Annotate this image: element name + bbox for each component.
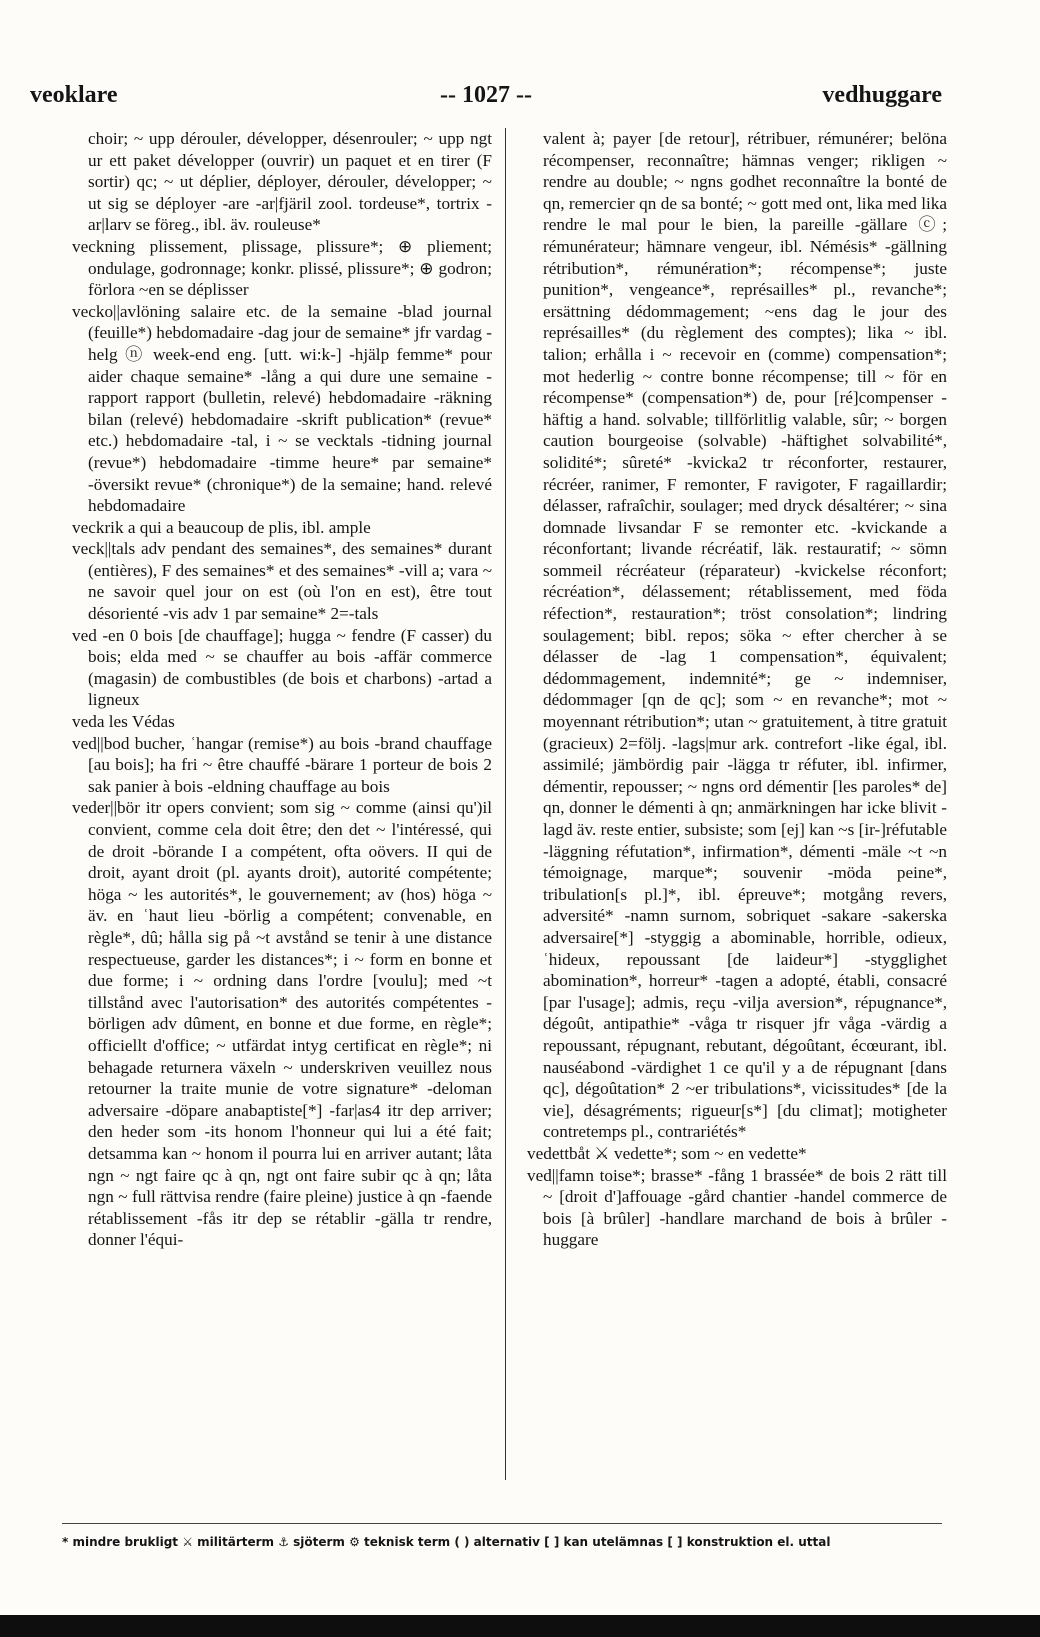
dictionary-entry: veda les Védas [72,712,175,732]
running-head-right: vedhuggare [822,82,942,108]
scan-edge [0,1615,1040,1637]
dictionary-entry: veder||bör itr opers convient; som sig ~ comme (ainsi qu')il convient, comme cela doit être; den det ~ l'intéressé, qui de droit -börande I a compétent, ofta oövers. II qui de droit, ayant droit (pl. ayants droit), autorité compétente; höga ~ les autorités*, le gouvernement; av (hos) höga ~ äv. en ʿhaut lieu -börlig a compétent; convenable, en règle*, dû; hålla sig på ~t avstånd se tenir à une distance respectueuse, garder les distances*; i ~ form en bonne et due forme; i ~ ordning dans l'ordre [voulu]; med ~t tillstånd avec l'autorisation* des autorités compétentes -börligen adv dûment, en bonne et due forme, en règle*; officiellt d'office; ~ utfärdat intyg certificat en règle*; ni behagade returnera växeln ~ underskriven veuillez nous retourner la traite munie de votre signature* -deloman adversaire -döpare anabaptiste[*] -far|as4 itr dep arriver; den heder som -its honom l'honneur qui lui a été fait; detsamma kan ~ honom il pourra lui en arriver autant; låta ngn ~ ngt faire qc à qn, ngt ont faire subir qc à qn; låta ngn ~ full rättvisa rendre (faire pleine) justice à qn -faende rétablissement -fås itr dep se rétablir -gälla tr rendre, donner l'équi- [72,798,492,1250]
dictionary-entry: vecko||avlöning salaire etc. de la semaine -blad journal (feuille*) hebdomadaire -dag jour de semaine* jfr vardag -helg ⓝ week-end eng. [utt. wi:k-] -hjälp femme* pour aider chaque semaine* -lång a qui dure une semaine -rapport rapport (bulletin, relevé) hebdomadaire -räkning bilan (relevé) hebdomadaire -skrift publication* (revue* etc.) hebdomadaire -tal, i ~ se vecktals -tidning journal (revue*) hebdomadaire -timme heure* par semaine* -översikt revue* (chronique*) de la semaine; hand. relevé hebdomadaire [72,301,492,516]
dictionary-entry: ved -en 0 bois [de chauffage]; hugga ~ fendre (F casser) du bois; elda med ~ se chauffer au bois -affär commerce (magasin) de combustibles (de bois et charbons) -artad a ligneux [72,625,492,710]
dictionary-entry: veck||tals adv pendant des semaines*, des semaines* durant (entières), F des semaines* et des semaines* -vill a; vara ~ ne savoir quel jour on est (où l'on en est), être tout désorienté -vis adv 1 par semaine* 2=-tals [72,539,492,624]
right-column [527,128,947,1251]
left-column [72,128,492,1251]
page-number: -- 1027 -- [440,82,532,108]
page-header [30,80,942,120]
dictionary-entry: vedettbåt ⚔ vedette*; som ~ en vedette* [527,1143,807,1163]
legend: * mindre brukligt ⚔ militärterm ⚓ sjöterm ⚙ teknisk term ( ) alternativ [ ] kan utelämnas [ ] konstruktion el. uttal [62,1535,831,1549]
dictionary-entry: ved||bod bucher, ʿhangar (remise*) au bois -brand chauffage [au bois]; ha fri ~ être chauffé -bärare 1 porteur de bois 2 sak panier à bois -eldning chauffage au bois [72,733,492,796]
dictionary-entry: veckning plissement, plissage, plissure*; ⊕ pliement; ondulage, godronnage; konkr. plissé, plissure*; ⊕ godron; förlora ~en se déplisser [72,236,492,300]
legend-rule [62,1523,942,1524]
dictionary-entry: valent à; payer [de retour], rétribuer, rémunérer; belöna récompenser, reconnaître; hämnas venger; rikligen ~ rendre au double; ~ ngns godhet reconnaître la bonté de qn, remercier qn de sa bonté; ~ gott med ont, lika med lika rendre le mal pour le bien, la pareille -gällare ⓒ; rémunérateur; hämnare vengeur, ibl. Némésis* -gällning rétribution*, rémunération*; récompense*; juste punition*, vengeance*, représailles* pl., revanche*; ersättning dédommagement; ~ens dag le jour des représailles* (du règlement des comptes); lika ~ ibl. talion; erhålla i ~ recevoir en (comme) compensation*; mot hederlig ~ contre bonne récompense; till ~ för en récompense* (compensation*) de, pour [ré]compenser -häftig a hand. solvable; tillförlitlig valable, sûr; ~ borgen caution bourgeoise (solvable) -häftighet solvabilité*, solidité*; sûreté* -kvicka2 tr réconforter, restaurer, récréer, ranimer, F remonter, F ravigoter, F ragaillardir; délasser, rafraîchir, soulager; med dryck désaltérer; ~ sina domnade livsandar F se remonter etc. -kvickande a réconfortant; livande récréatif, läk. restauratif; ~ sömn sommeil récréateur (réparateur) -kvickelse réconfort; récréation*, délassement; rétablissement, med föda réfection*, restauration*; tröst consolation*; lindring soulagement; bibl. repos; söka ~ efter chercher à se délasser de -lag 1 compensation*, équivalent; dédommagement, indemnité*; ge ~ indemniser, dédommager [qn de qc]; som ~ en revanche*; mot ~ moyennant rétribution*; utan ~ gratuitement, à titre gratuit (gracieux) 2=följ. -lags|mur ark. contrefort -like égal, ibl. assimilé; jämbördig pair -lägga tr réfuter, ibl. infirmer, démentir, repousser; ~ ngns ord démentir [les paroles* de] qn, donner le démenti à qn; anmärkningen har icke blivit -lagd äv. reste entier, subsiste; som [ej] kan ~s [ir-]réfutable -läggning réfutation*, infirmation*, démenti -mäle ~t ~n témoignage, marque*; souvenir -möda peine*, tribulation[s pl.]*, ibl. épreuve*; motgång revers, adversité* -namn surnom, sobriquet -sakare -sakerska adversaire[*] -styggig a abominable, horrible, odieux, ʿhideux, repoussant [de laideur*] -stygglighet abomination*, horreur* -tagen a adopté, établi, consacré [par l'usage]; admis, reçu -vilja aversion*, répugnance*, dégoût, antipathie* -våga tr risquer jfr våga -värdig a repoussant, répugnant, rebutant, dégoûtant, écœurant, ibl. nauséabond -värdighet 1 ce qu'il y a de répugnant [dans qc], dégoûtation* 2 ~er tribulations*, vicissitudes* [de la vie], désagréments; rigueur[s*] [du climat]; motigheter contretemps pl., contrariétés* [543,129,947,1142]
dictionary-entry: ved||famn toise*; brasse* -fång 1 brassée* de bois 2 rätt till ~ [droit d']affouage -gård chantier -handel commerce de bois [à brûler] -handlare marchand de bois à brûler -huggare [527,1165,947,1250]
column-divider [505,128,506,1480]
running-head-left: veoklare [30,82,118,108]
dictionary-entry: veckrik a qui a beaucoup de plis, ibl. ample [72,517,371,537]
dictionary-entry: choir; ~ upp dérouler, développer, désenrouler; ~ upp ngt ur ett paket développer (ouvrir) un paquet et en tirer (F sortir) qc; ~ ut déplier, déployer, dérouler, développer; ~ ut sig se déployer -are -ar|fjäril zool. tordeuse*, tortrix -ar|larv se föreg., ibl. äv. rouleuse* [88,129,492,235]
